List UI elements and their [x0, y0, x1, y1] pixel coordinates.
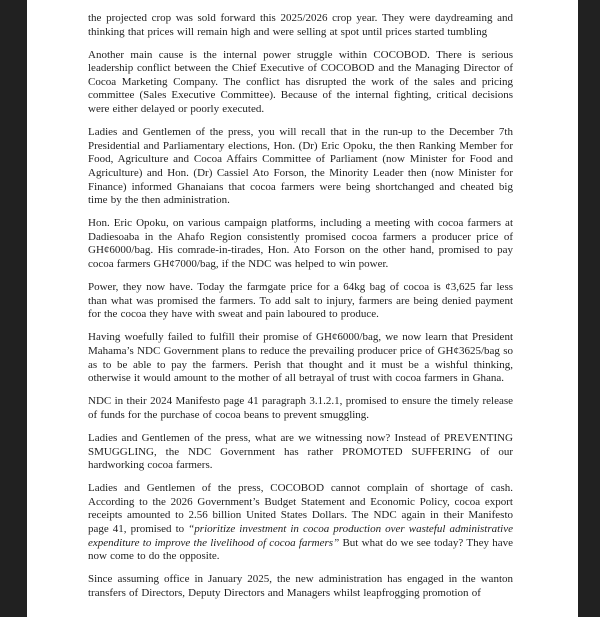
paragraph-text: Another main cause is the internal power struggle within COCOBOD. There is serious leadership conflict between the Chief Executive of COCOBOD and the Managing Director of Cocoa Marketing Company. The conflict has disrupted the work of the sales and pricing committee (Sales Executive Committee). Because of the internal fighting, critical decisions were either delayed or poorly executed.: [88, 48, 513, 116]
paragraph-ndc-manifesto-promise: [88, 395, 513, 422]
paragraph-promoted-suffering: [88, 432, 513, 473]
paragraph-text: Ladies and Gentlemen of the press, COCOBOD cannot complain of shortage of cash. According to the 2026 Government’s Budget Statement and Economic Policy, cocoa export receipts amounted to 2.56 billion United States Dollars. The NDC again in their Manifesto page 41, promised to: [88, 482, 513, 535]
paragraph-text: Power, they now have. Today the farmgate price for a 64kg bag of cocoa is ¢3,625 far less than what was promised the farmers. To add salt to injury, farmers are being denied payment for the cocoa they have with sweat and pain laboured to produce.: [88, 281, 513, 321]
paragraph-election-promises-recall: [88, 126, 513, 208]
paragraph-text: But what do we see today? They have now come to do the opposite.: [88, 536, 513, 563]
paragraph-campaign-price-promises: [88, 217, 513, 271]
document-page: [27, 0, 578, 617]
paragraph-text: NDC in their 2024 Manifesto page 41 paragraph 3.1.2.1, promised to ensure the timely release of funds for the purchase of cocoa beans to prevent smuggling.: [88, 395, 513, 421]
manifesto-quote-italic-text: “prioritize investment in cocoa production over wasteful administrative expenditure to improve the livelihood of cocoa farmers”: [88, 523, 513, 549]
paragraph-text: the projected crop was sold forward this 2025/2026 crop year. They were daydreaming and thinking that prices will remain high and were selling at spot until prices started tumbling: [88, 12, 513, 38]
paragraph-wanton-transfers: [88, 573, 513, 600]
paragraph-text: Having woefully failed to fulfill their promise of GH¢6000/bag, we now learn that President Mahama’s NDC Government plans to reduce the prevailing producer price of GH¢3625/bag so as to be able to pay the farmers. Perish that thought and it must be a wishful thinking, otherwise it would amount to the mother of all betrayal of trust with cocoa farmers in Ghana.: [88, 331, 513, 385]
paragraph-current-farmgate-price: [88, 281, 513, 322]
paragraph-text: Ladies and Gentlemen of the press, what are we witnessing now? Instead of PREVENTING SMUGGLING, the NDC Government has rather PROMOTED SUFFERING of our hardworking cocoa farmers.: [88, 431, 513, 472]
paragraph-text: Hon. Eric Opoku, on various campaign platforms, including a meeting with cocoa farmers at Dadiesoaba in the Ahafo Region consistently promised cocoa farmers a producer price of GH¢6000/bag. His comrade-in-tirades, Hon. Ato Forson on the other hand, promised to pay cocoa farmers GH¢7000/bag, if the NDC was helped to win power.: [88, 217, 513, 270]
paragraph-internal-power-struggle: [88, 49, 513, 117]
paragraph-text: Since assuming office in January 2025, the new administration has engaged in the wanton transfers of Directors, Deputy Directors and Managers whilst leapfrogging promotion of: [88, 573, 513, 599]
paragraph-cocobod-cash-and-quote: [88, 482, 513, 564]
viewer-dark-gutter-right: [578, 0, 600, 617]
paragraph-crop-sold-forward: [88, 12, 513, 39]
paragraph-failed-promise-price-reduction: [88, 331, 513, 385]
viewer-dark-gutter-left: [0, 0, 27, 617]
paragraph-text: Ladies and Gentlemen of the press, you will recall that in the run-up to the December 7th Presidential and Parliamentary elections, Hon. (Dr) Eric Opoku, the then Ranking Member for Food, Agriculture and Cocoa Affairs Committee of Parliament (now Minister for Food and Agriculture) and Hon. (Dr) Cassiel Ato Forson, the Minority Leader then (now Minister for Finance) informed Ghanaians that cocoa farmers were being shortchanged and cheated big time by the then administration.: [88, 126, 513, 207]
